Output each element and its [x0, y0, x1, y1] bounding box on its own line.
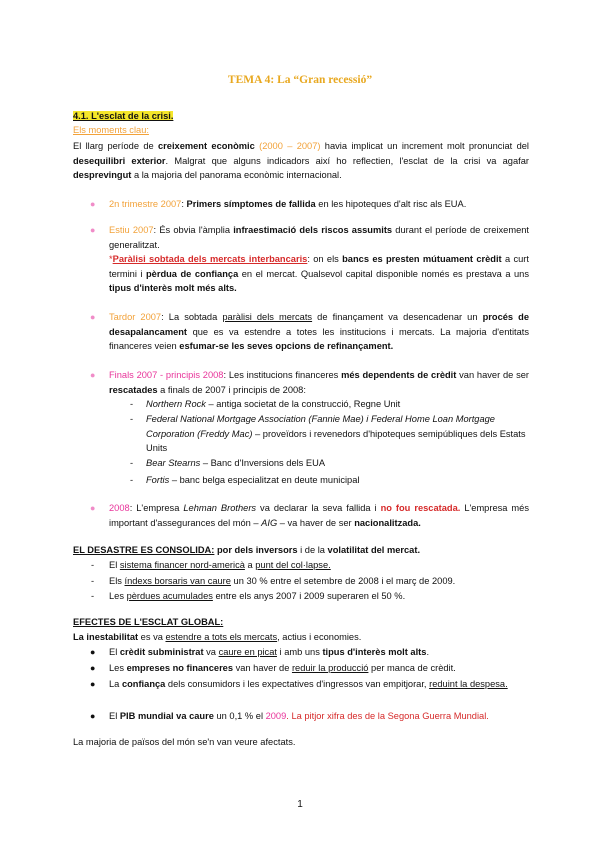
moment-item: 2008: L'empresa Lehman Brothers va declarar la seva fallida i no fou rescatada. L'empresa més important d'assegurances del món – AIG – va haver de ser nacionalitzada. [109, 503, 529, 528]
bullet-dot-icon: ● [90, 503, 96, 513]
page-number: 1 [297, 799, 303, 810]
dash-bullet: - [130, 475, 134, 485]
document-title: TEMA 4: La “Gran recessió” [227, 74, 373, 86]
section-heading-4-1: 4.1. L'esclat de la crisi. [73, 111, 174, 121]
rescued-entity: Fortis – banc belga especialitzat en deute municipal [146, 475, 360, 485]
effect-item: La confiança dels consumidors i les expectatives d'ingressos van empitjorar, reduint la despesa. [109, 679, 508, 689]
moment-item: Tardor 2007: La sobtada paràlisi dels mercats de finançament va desencadenar un procés de desapalancament que es va estendre a totes les institucions i mercats. La majoria d'entitats financeres veien esfumar-se les seves opcions de refinançament. [109, 312, 530, 352]
section-heading-consolidation: EL DESASTRE ES CONSOLIDA: por dels inversors i de la volatilitat del mercat. [73, 545, 421, 555]
rescued-entity: Federal National Mortgage Association (Fannie Mae) i Federal Home Loan Mortgage Corporation (Freddy Mac) – proveïdors i revenedors d'hipoteques semipúbliques dels Estats Units [146, 414, 526, 454]
moment-item: Estiu 2007: És obvia l'àmplia infraestimació dels riscos assumits durant el període de creixement generalitzat. *Paràlisi sobtada dels mercats interbancaris: on els bancs es presten mútuament crèdit a curt termini i pèrdua de confiança en el mercat. Qualsevol capital disponible només es prestava a uns tipus d'interès molt més alts. [109, 225, 529, 294]
dash-bullet: - [91, 576, 95, 586]
bullet-dot-icon: ● [90, 679, 96, 689]
consolidation-item: Les pèrdues acumulades entre els anys 2007 i 2009 superaren el 50 %. [109, 591, 406, 601]
moment-item: Finals 2007 - principis 2008: Les institucions financeres més dependents de crèdit van haver de ser rescatades a finals de 2007 i principis de 2008: [109, 370, 529, 395]
closing-line: La majoria de països del món se'n van veure afectats. [73, 737, 296, 747]
bullet-dot-icon: ● [90, 663, 96, 673]
dash-bullet: - [91, 560, 95, 570]
rescued-entity: Bear Stearns – Banc d'Inversions dels EUA [146, 458, 326, 468]
bullet-dot-icon: ● [90, 225, 96, 235]
dash-bullet: - [91, 591, 95, 601]
bullet-dot-icon: ● [90, 199, 96, 209]
consolidation-item: El sistema financer nord-americà a punt del col·lapse. [109, 560, 331, 570]
effects-intro: La inestabilitat es va estendre a tots els mercats, actius i economies. [73, 632, 362, 642]
consolidation-item: Els índexs borsaris van caure un 30 % entre el setembre de 2008 i el març de 2009. [109, 576, 456, 586]
dash-bullet: - [130, 399, 134, 409]
rescued-entity: Northern Rock – antiga societat de la construcció, Regne Unit [146, 399, 401, 409]
dash-bullet: - [130, 458, 134, 468]
bullet-dot-icon: ● [90, 370, 96, 380]
bullet-dot-icon: ● [90, 647, 96, 657]
effect-item: Les empreses no financeres van haver de reduir la producció per manca de crèdit. [109, 663, 456, 673]
effect-item: El PIB mundial va caure un 0,1 % el 2009. La pitjor xifra des de la Segona Guerra Mundial. [109, 711, 489, 721]
moment-item: 2n trimestre 2007: Primers símptomes de fallida en les hipoteques d'alt risc als EUA. [109, 199, 467, 209]
bullet-dot-icon: ● [90, 711, 96, 721]
intro-paragraph: El llarg període de creixement econòmic (2000 – 2007) havia implicat un increment molt pronunciat del desequilibri exterior. Malgrat que alguns indicadors així ho reflectien, l'esclat de la crisi va agafar desprevingut a la majoria del panorama econòmic internacional. [73, 141, 530, 181]
section-subheading-key-moments: Els moments clau: [73, 125, 149, 135]
dash-bullet: - [130, 414, 134, 424]
bullet-dot-icon: ● [90, 312, 96, 322]
effect-item: El crèdit subministrat va caure en picat i amb uns tipus d'interès molt alts. [109, 647, 430, 657]
section-heading-global-effects: EFECTES DE L'ESCLAT GLOBAL: [73, 617, 224, 627]
